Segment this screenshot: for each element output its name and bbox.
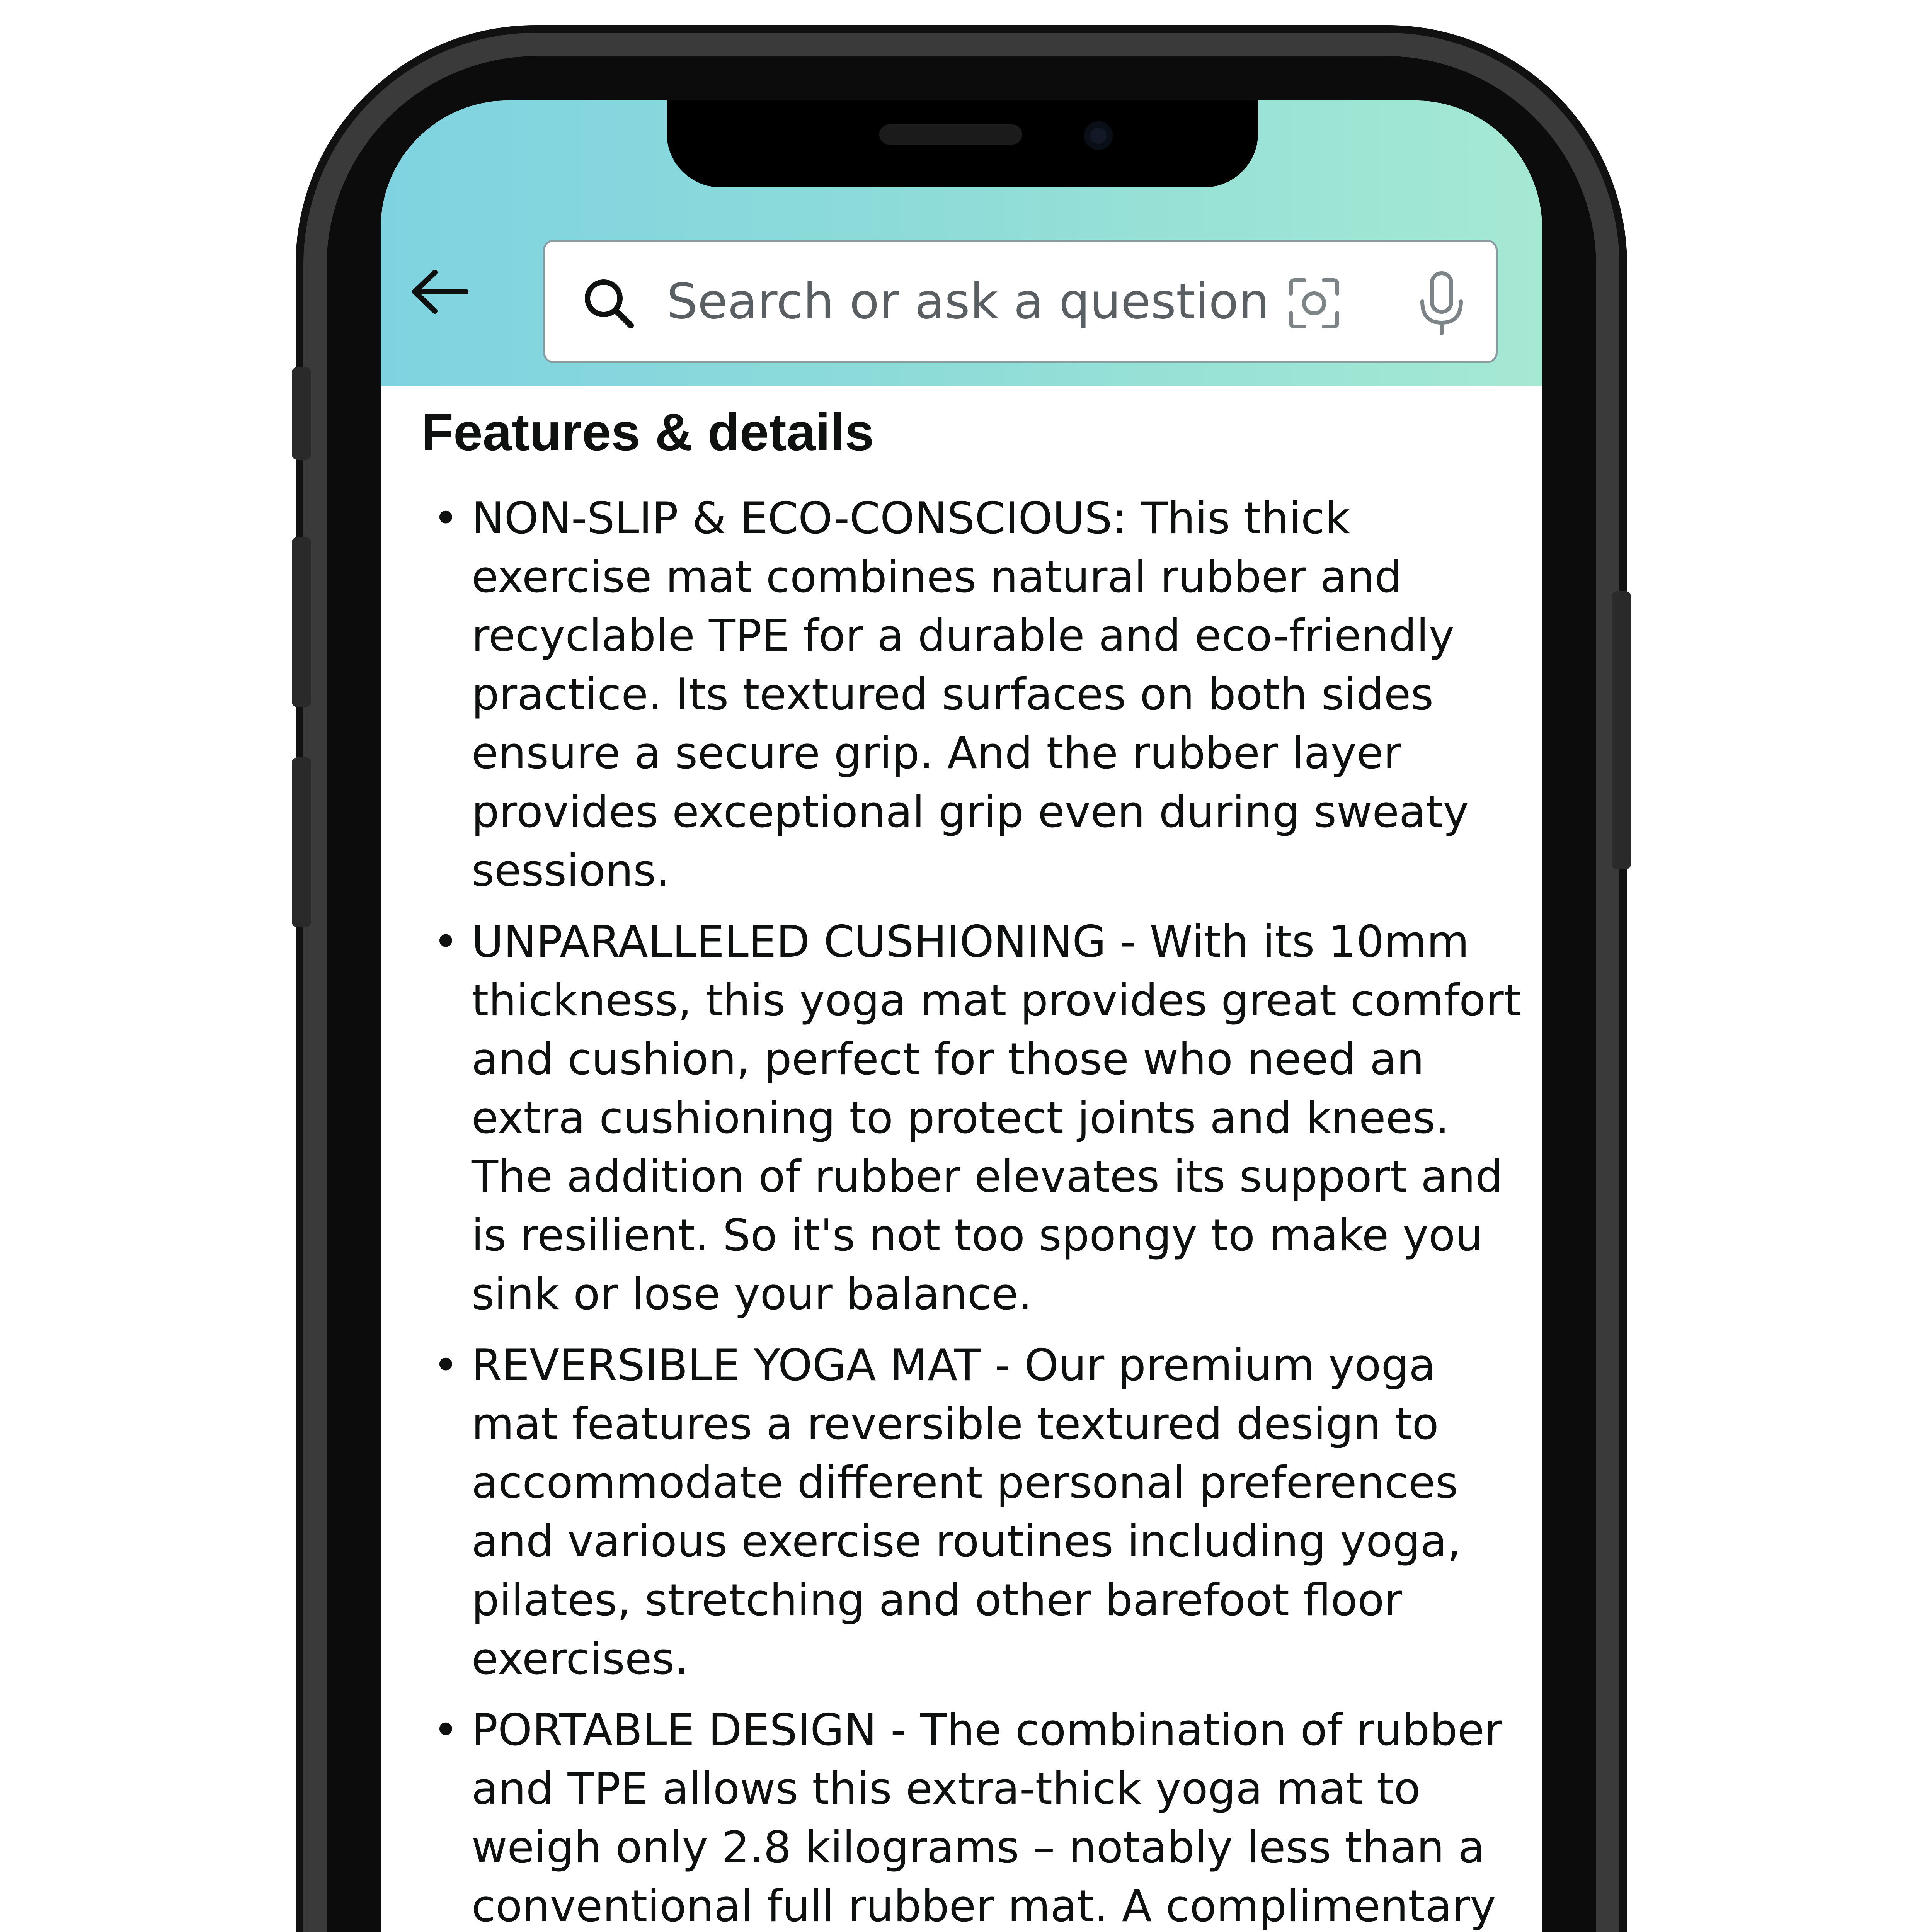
volume-up-button [292, 537, 311, 707]
phone-screen [381, 100, 1542, 1932]
bullet-icon: • [433, 1340, 459, 1391]
product-details-content[interactable] [381, 386, 1542, 1932]
earpiece-speaker [879, 124, 1022, 145]
search-input[interactable]: Search or ask a question [667, 273, 1270, 330]
arrow-left-icon [408, 269, 470, 315]
feature-item [433, 1701, 1523, 1932]
back-button[interactable] [406, 259, 472, 325]
bullet-icon: • [433, 493, 459, 544]
feature-item [433, 1336, 1523, 1688]
feature-list [433, 489, 1523, 1932]
feature-text: NON-SLIP & ECO-CONSCIOUS: This thick exercise mat combines natural rubber and recyclable TPE for a durable and eco-friendly practice. Its textured surfaces on both sides ensure a secure grip. And the rubber layer provides exceptional grip even during sweaty sessions. [472, 493, 1469, 896]
front-camera [1084, 121, 1113, 150]
camera-lens-icon[interactable] [1283, 272, 1345, 334]
microphone-icon[interactable] [1411, 269, 1473, 338]
feature-item [433, 489, 1523, 900]
search-icon [580, 274, 638, 332]
power-button [1612, 591, 1631, 869]
bullet-icon: • [433, 916, 459, 967]
feature-text: UNPARALLELED CUSHIONING - With its 10mm thickness, this yoga mat provides great comfort and cushion, perfect for those who need an extra cushioning to protect joints and knees. The addition of rubber elevates its support and is resilient. So it's not too spongy to make you sink or lose your balance. [472, 916, 1521, 1320]
mute-switch [292, 367, 311, 460]
section-title: Features & details [421, 403, 874, 461]
volume-down-button [292, 757, 311, 927]
feature-text: REVERSIBLE YOGA MAT - Our premium yoga mat features a reversible textured design to accommodate different personal preferences and various exercise routines including yoga, pilates, stretching and other barefoot floor exercises. [472, 1340, 1461, 1684]
feature-text: PORTABLE DESIGN - The combination of rubber and TPE allows this extra-thick yoga mat to weigh only 2.8 kilograms – notably less than a conventional full rubber mat. A complimentary [472, 1704, 1503, 1932]
feature-item [433, 912, 1523, 1323]
bullet-icon: • [433, 1704, 459, 1755]
search-bar[interactable] [543, 240, 1498, 363]
app-header [381, 100, 1542, 386]
notch [667, 100, 1258, 187]
